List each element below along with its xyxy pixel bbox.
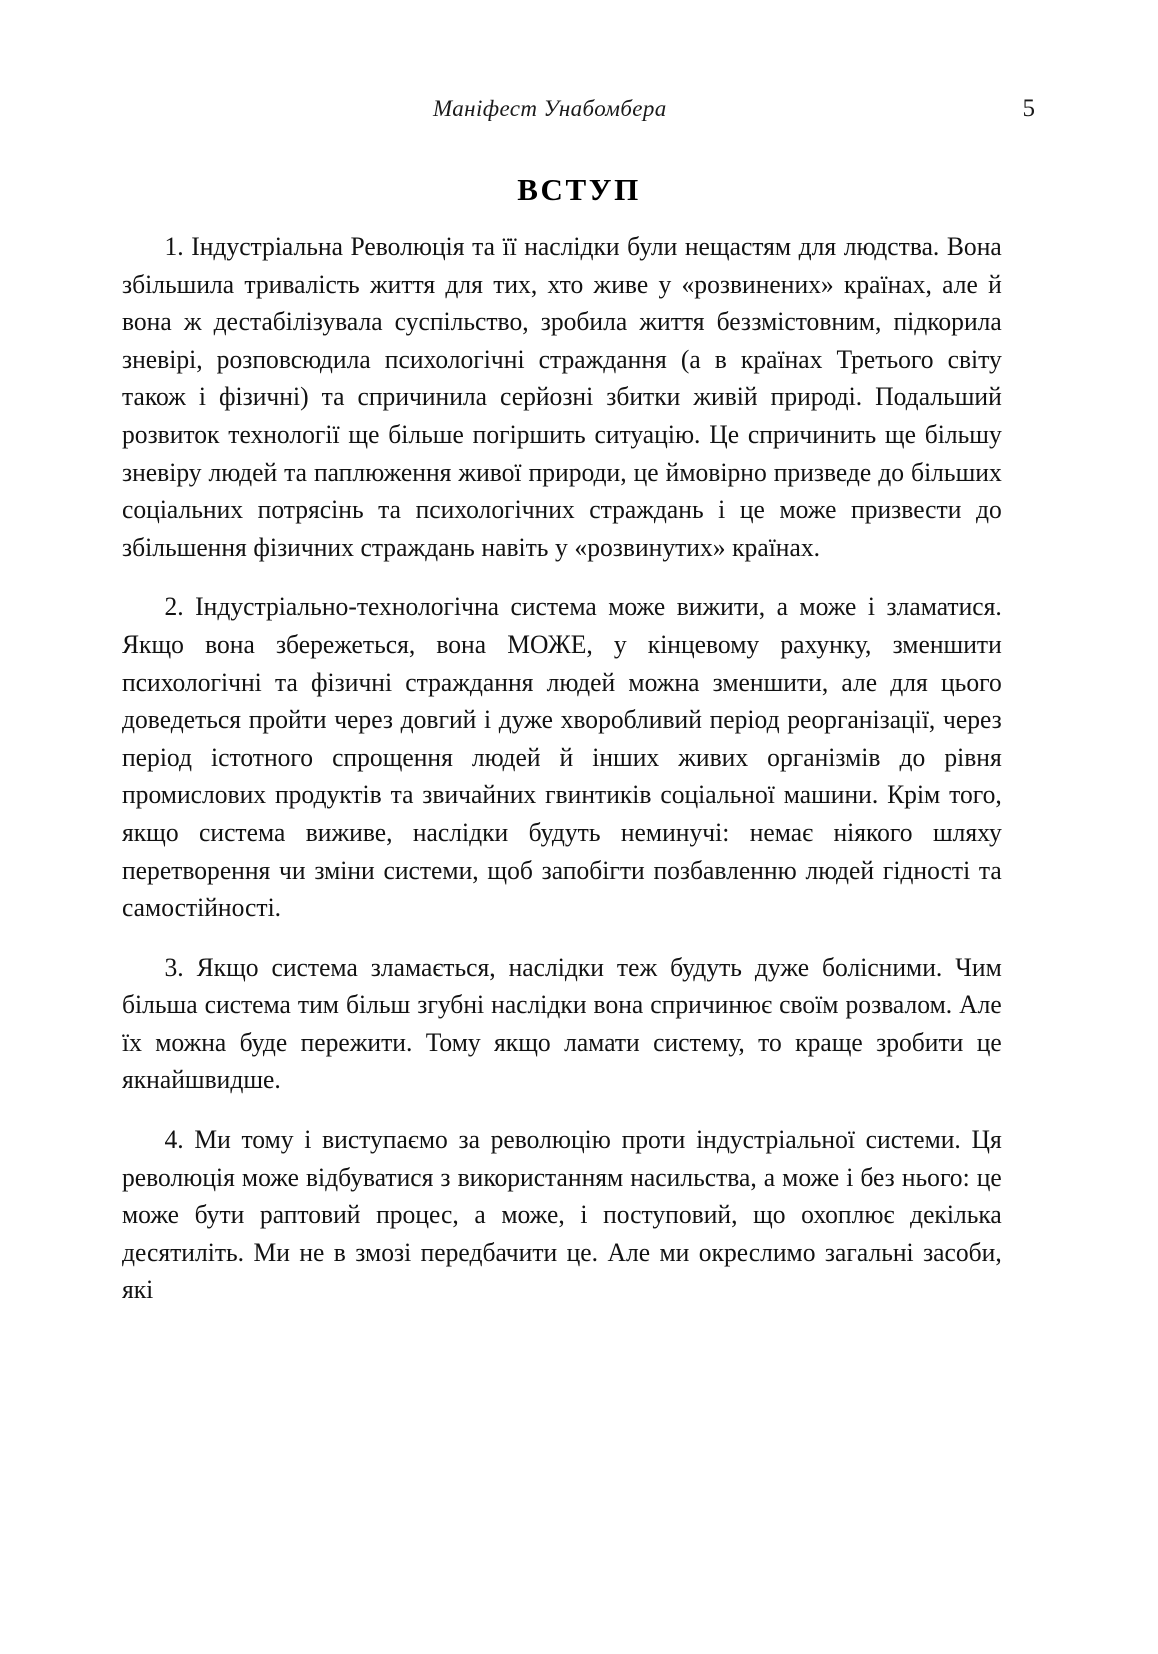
running-head-title: Маніфест Унабомбера <box>433 96 667 121</box>
paragraph-3: 3. Якщо система зламається, наслідки теж будуть дуже болісними. Чим більша система тим більш згубні наслідки вона спричинює своїм розвалом. Але їх можна буде пережити. Тому якщо ламати систему, то краще зробити це якнайшвидше. <box>122 951 1002 1095</box>
chapter-heading: ВСТУП <box>517 172 641 207</box>
page-number: 5 <box>1022 95 1035 122</box>
body-text <box>122 228 1002 1309</box>
paragraph-1: 1. Індустріальна Революція та її наслідки були нещастям для людства. Вона збільшила тривалість життя для тих, хто живе у «розвинених» країнах, але й вона ж дестабілізувала суспільство, зробила життя беззмістовним, підкорила зневірі, розповсюдила психологічні страждання (а в країнах Третього світу також і фізичні) та спричинила серйозні збитки живій природі. Подальший розвиток технології ще більше погіршить ситуацію. Це спричинить ще більшу зневіру людей та паплюження живої природи, це ймовірно призведе до більших соціальних потрясінь та психологічних страждань і це може призвести до збільшення фізичних страждань навіть у «розвинутих» країнах. <box>122 231 1002 562</box>
paragraph-4: 4. Ми тому і виступаємо за революцію проти індустріальної системи. Ця революція може відбуватися з використанням насильства, а може і без нього: це може бути раптовий процес, а може, і поступовий, що охоплює декілька десятиліть. Ми не в змозі передбачити це. Але ми окреслимо загальні засоби, які <box>122 1124 1002 1305</box>
running-head <box>123 95 1035 129</box>
paragraph-2: 2. Індустріально-технологічна система може вижити, а може і зламатися. Якщо вона збережеться, вона МОЖЕ, у кінцевому рахунку, зменшити психологічні та фізичні страждання людей можна зменшити, але для цього доведеться пройти через довгий і дуже хворобливий період реорганізації, через період істотного спрощення людей й інших живих організмів до рівня промислових продуктів та звичайних гвинтиків соціальної машини. Крім того, якщо система виживе, наслідки будуть неминучі: немає ніякого шляху перетворення чи зміни системи, щоб запобігти позбавленню людей гідності та самостійності. <box>122 591 1002 923</box>
